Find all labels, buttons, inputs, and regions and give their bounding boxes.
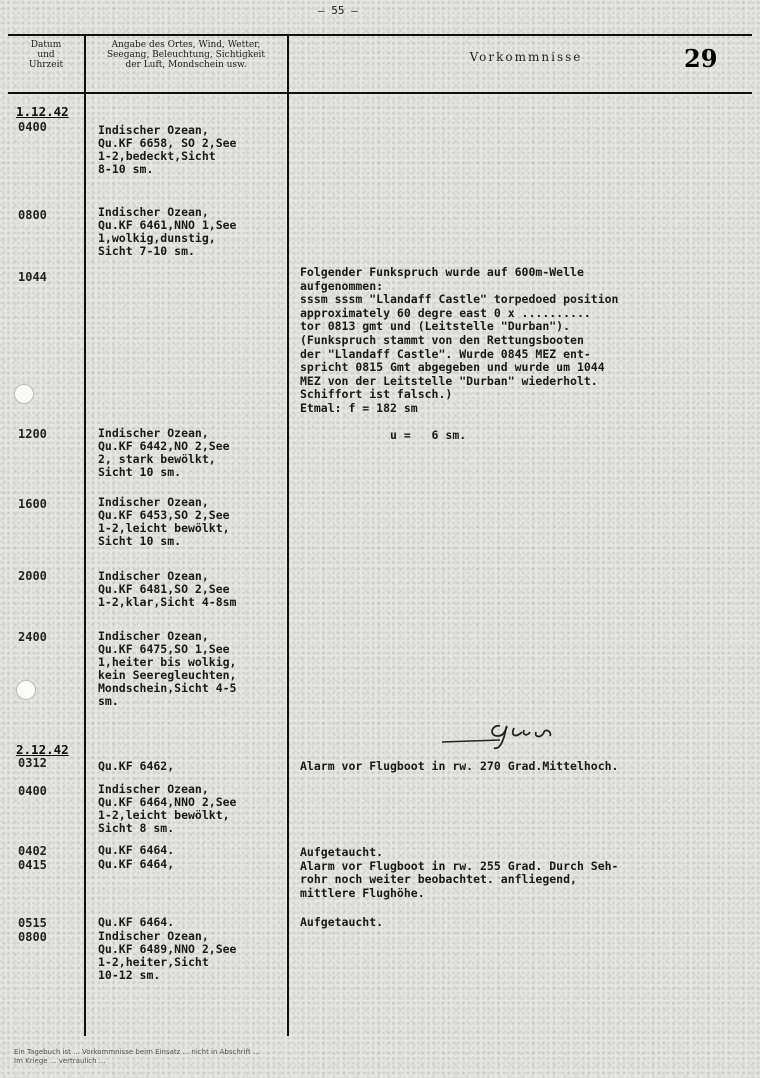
entry-time: 0515 — [18, 916, 47, 930]
entry-time: 0415 — [18, 858, 47, 872]
entry-weather: Qu.KF 6464. — [98, 915, 175, 929]
entry-weather: Indischer Ozean, Qu.KF 6464,NNO 2,See 1-2,leicht bewölkt, Sicht 8 sm. — [98, 782, 237, 835]
entry-time: 0312 — [18, 756, 47, 770]
entry-weather: Qu.KF 6464. — [98, 843, 175, 857]
date-label: 2.12.42 — [16, 742, 69, 757]
entry-weather: Indischer Ozean, Qu.KF 6453,SO 2,See 1-2,leicht bewölkt, Sicht 10 sm. — [98, 495, 230, 548]
entry-weather: Indischer Ozean, Qu.KF 6481,SO 2,See 1-2,klar,Sicht 4-8sm — [98, 569, 237, 609]
event-text: Folgender Funkspruch wurde auf 600m-Welle aufgenommen: sssm sssm "Llandaff Castle" torpedoed position approximately 60 degre east 0 x .......... tor 0813 gmt und (Leitstelle "Durban"). (Funkspruch stammt von den Rettungsbooten der "Llandaff Castle". Wurde 0845 MEZ ent- spricht 0815 Gmt abgegeben und wurde um 1044 MEZ von der Leitstelle "Durban" wiederholt. Schiffort ist falsch.) Etmal: f = 182 sm u = 6 sm. — [300, 265, 619, 443]
entry-time: 1044 — [18, 270, 47, 284]
entry-time: 1200 — [18, 427, 47, 441]
entry-time: 0400 — [18, 784, 47, 798]
punch-hole — [16, 680, 36, 700]
header-bottom-rule — [8, 92, 752, 94]
header-location-weather: Angabe des Ortes, Wind, Wetter, Seegang, Beleuchtung, Sichtigkeit der Luft, Mondschein usw. — [106, 40, 266, 70]
event-text: Alarm vor Flugboot in rw. 270 Grad.Mittelhoch. — [300, 759, 619, 773]
entry-weather: Indischer Ozean, Qu.KF 6475,SO 1,See 1,heiter bis wolkig, kein Seeregleuchten, Mondschein,Sicht 4-5 sm. — [98, 629, 237, 708]
entry-time: 1600 — [18, 497, 47, 511]
entry-weather: Qu.KF 6464, — [98, 857, 175, 871]
entry-time: 2000 — [18, 569, 47, 583]
punch-hole — [14, 384, 34, 404]
entry-time: 0800 — [18, 930, 47, 944]
entry-time: 2400 — [18, 630, 47, 644]
entry-weather: Indischer Ozean, Qu.KF 6442,NO 2,See 2, stark bewölkt, Sicht 10 sm. — [98, 426, 230, 479]
entry-weather: Qu.KF 6462, — [98, 759, 175, 773]
page-number: — 55 — — [318, 4, 358, 17]
entry-time: 0400 — [18, 120, 47, 134]
signature-mark — [440, 706, 660, 756]
entry-time: 0800 — [18, 208, 47, 222]
event-text: Aufgetaucht. — [300, 915, 384, 929]
header-events: Vorkommnisse — [469, 50, 583, 64]
footer-note: Ein Tagebuch ist ... Vorkommnisse beim Einsatz ... nicht in Abschrift ... Im Kriege ... vertraulich ... — [14, 1048, 260, 1065]
date-label: 1.12.42 — [16, 104, 69, 119]
header-date-time: Datum und Uhrzeit — [28, 40, 64, 70]
entry-weather: Indischer Ozean, Qu.KF 6489,NNO 2,See 1-2,heiter,Sicht 10-12 sm. — [98, 929, 237, 982]
event-text: Aufgetaucht. Alarm vor Flugboot in rw. 255 Grad. Durch Seh- rohr noch weiter beobachtet. anfliegend, mittlere Flughöhe. — [300, 845, 619, 900]
entry-time: 0402 — [18, 844, 47, 858]
column-divider — [84, 34, 86, 1036]
entry-weather: Indischer Ozean, Qu.KF 6658, SO 2,See 1-2,bedeckt,Sicht 8-10 sm. — [98, 123, 237, 176]
sheet-number: 29 — [684, 44, 718, 73]
entry-weather: Indischer Ozean, Qu.KF 6461,NNO 1,See 1,wolkig,dunstig, Sicht 7-10 sm. — [98, 205, 237, 258]
header-top-rule — [8, 34, 752, 36]
